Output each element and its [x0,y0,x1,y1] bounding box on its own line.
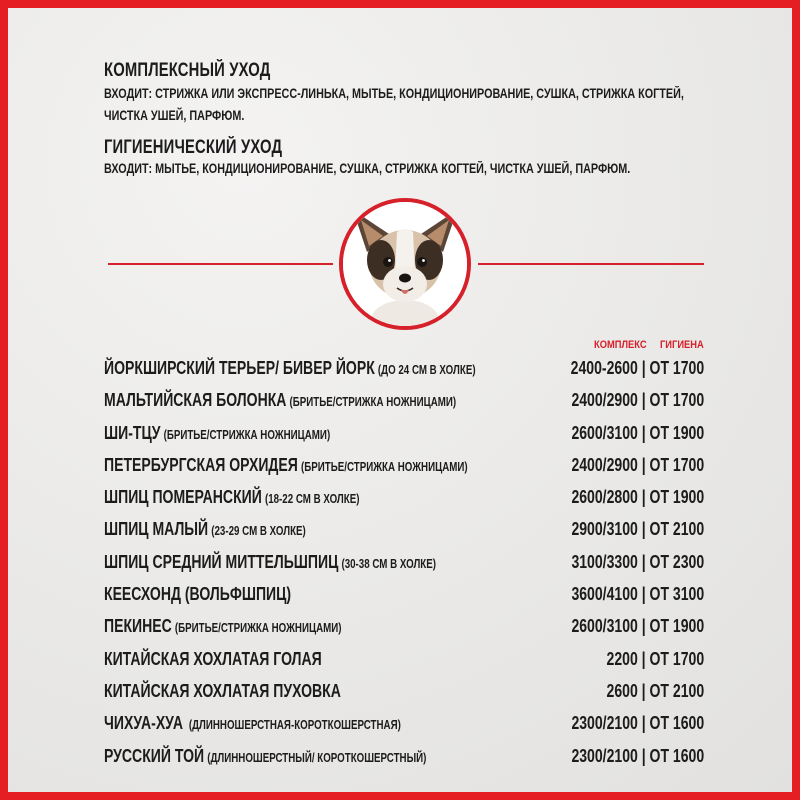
price-value: 2200 | ОТ 1700 [606,648,704,669]
price-value: 2400/2900 | ОТ 1700 [571,454,704,475]
price-value: 2900/3100 | ОТ 2100 [571,519,704,540]
breed-name: ЙОРКШИРСКИЙ ТЕРЬЕР/ БИВЕР ЙОРК [104,358,375,378]
price-row [104,515,704,547]
breed-note: (БРИТЬЕ/СТРИЖКА НОЖНИЦАМИ) [163,427,331,442]
breed-name: ШПИЦ ПОМЕРАНСКИЙ [104,487,262,508]
breed-name: КИТАЙСКАЯ ХОХЛАТАЯ ПУХОВКА [104,680,341,701]
price-value: 3600/4100 | ОТ 3100 [571,584,704,605]
price-value: 2300/2100 | ОТ 1600 [571,713,704,734]
column-header-hygiene: ГИГИЕНА [660,339,704,351]
breed-note: (30-38 СМ В ХОЛКЕ) [341,556,436,571]
breed-name: ШИ-ТЦУ [104,422,161,443]
breed-note: (БРИТЬЕ/СТРИЖКА НОЖНИЦАМИ) [174,621,342,636]
complex-care-description [104,83,709,127]
hygiene-care-title: ГИГИЕНИЧЕСКИЙ УХОД [104,137,283,158]
price-value: 2400-2600 | ОТ 1700 [570,358,704,378]
breed-note: (БРИТЬЕ/СТРИЖКА НОЖНИЦАМИ) [301,459,468,474]
hygiene-care-description [104,158,709,180]
breed-note: (23-29 СМ В ХОЛКЕ) [211,524,306,539]
price-row [104,354,704,386]
complex-care-line-2: ЧИСТКА УШЕЙ, ПАРФЮМ. [104,108,245,123]
breed-note: (БРИТЬЕ/СТРИЖКА НОЖНИЦАМИ) [289,395,457,410]
price-row [104,677,704,709]
complex-care-line-1: ВХОДИТ: СТРИЖКА ИЛИ ЭКСПРЕСС-ЛИНЬКА, МЫТЬЕ, КОНДИЦИОНИРОВАНИЕ, СУШКА, СТРИЖКА КОГТЕЙ, [104,86,684,101]
price-row [104,451,704,483]
yorkshire-terrier-icon [343,202,467,326]
price-row [104,483,704,515]
complex-care-title: КОМПЛЕКСНЫЙ УХОД [104,60,271,81]
price-value: 2300/2100 | ОТ 1600 [571,745,704,766]
breed-name: КЕЕСХОНД (ВОЛЬФШПИЦ) [104,584,292,605]
price-row [104,419,704,451]
breed-name: ЧИХУА-ХУА [104,713,183,734]
breed-name: МАЛЬТИЙСКАЯ БОЛОНКА [104,390,287,411]
dog-portrait [339,198,471,330]
breed-name: ПЕКИНЕС [104,616,172,637]
price-row [104,580,704,612]
breed-note: (18-22 СМ В ХОЛКЕ) [264,492,360,507]
price-value: 2600/3100 | ОТ 1900 [571,616,704,637]
breed-note: (ДЛИННОШЕРСТНАЯ-КОРОТКОШЕРСТНАЯ) [186,718,401,733]
price-table [104,354,704,774]
breed-name: КИТАЙСКАЯ ХОХЛАТАЯ ГОЛАЯ [104,648,322,669]
divider-right [478,263,704,265]
price-row [104,612,704,644]
price-value: 2600/2800 | ОТ 1900 [571,487,704,508]
price-value: 2600/3100 | ОТ 1900 [571,422,704,443]
divider-left [108,263,333,265]
breed-name: ПЕТЕРБУРГСКАЯ ОРХИДЕЯ [104,454,298,475]
price-row [104,548,704,580]
breed-note: (ДО 24 СМ В ХОЛКЕ) [377,363,476,377]
price-value: 3100/3300 | ОТ 2300 [571,551,704,572]
price-value: 2600 | ОТ 2100 [606,680,704,701]
price-row [104,386,704,418]
hygiene-care-line-1: ВХОДИТ: МЫТЬЕ, КОНДИЦИОНИРОВАНИЕ, СУШКА, СТРИЖКА КОГТЕЙ, ЧИСТКА УШЕЙ, ПАРФЮМ. [104,161,631,176]
breed-note: (ДЛИННОШЕРСТНЫЙ/ КОРОТКОШЕРСТНЫЙ) [207,750,427,765]
price-row [104,645,704,677]
breed-name: РУССКИЙ ТОЙ [104,745,205,766]
price-value: 2400/2900 | ОТ 1700 [571,390,704,411]
price-row [104,709,704,741]
breed-name: ШПИЦ МАЛЫЙ [104,519,209,540]
price-row [104,742,704,774]
breed-name: ШПИЦ СРЕДНИЙ МИТТЕЛЬШПИЦ [104,551,339,572]
column-header-complex: КОМПЛЕКС [594,339,647,351]
